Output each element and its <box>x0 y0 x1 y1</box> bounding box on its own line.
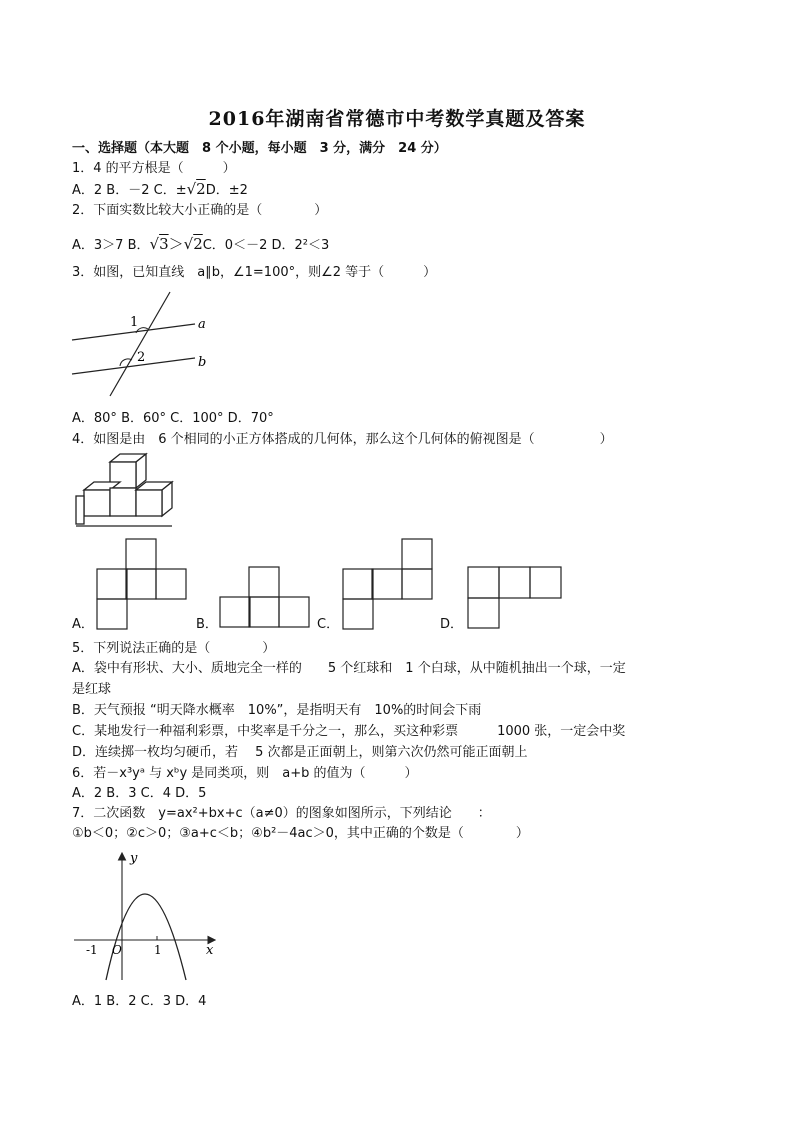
transversal <box>110 292 170 396</box>
q5-option-d: D．连续掷一枚均匀硬币，若 5 次都是正面朝上，则第六次仍然可能正面朝上 <box>72 745 528 760</box>
line-b <box>72 358 195 374</box>
q2-sqrt-b: 2 <box>193 235 203 253</box>
q5-option-c: C．某地发行一种福利彩票，中奖率是千分之一，那么，买这种彩票 1000 张，一定会中奖 <box>72 724 626 739</box>
neg-one-label: -1 <box>86 943 98 957</box>
origin-label: O <box>112 943 122 957</box>
q5-stem: 5．下列说法正确的是（ ） <box>72 641 276 656</box>
line-b-label: b <box>198 355 207 370</box>
q5-option-a-line2: 是红球 <box>72 682 112 697</box>
q2-sqrt-a: 3 <box>159 235 169 253</box>
parallel-lines-figure <box>70 288 220 400</box>
sqrt-symbol: √ <box>149 235 160 253</box>
x-axis-label: x <box>206 943 214 958</box>
angle-1-label: 1 <box>130 315 139 330</box>
q1-stem: 1．4 的平方根是（ ） <box>72 161 236 176</box>
angle-2-label: 2 <box>137 350 146 365</box>
q4-option-c-label: C． <box>317 617 340 632</box>
q2-options <box>72 236 329 254</box>
q6-options: A．2 B．3 C．4 D．5 <box>72 786 207 801</box>
q4-option-d-figure <box>467 566 563 630</box>
line-a-label: a <box>198 317 206 332</box>
q2-opt-a: A．3＞7 B． <box>72 238 150 253</box>
q4-option-d-label: D． <box>440 617 464 632</box>
parabola-figure <box>72 848 222 986</box>
q5-option-a-line1: A．袋中有形状、大小、质地完全一样的 5 个红球和 1 个白球，从中随机抽出一个球，一定 <box>72 661 626 676</box>
y-axis-label: y <box>130 851 138 866</box>
sqrt-symbol: √ <box>183 235 194 253</box>
q4-option-b-label: B． <box>196 617 218 632</box>
one-label: 1 <box>154 943 162 957</box>
q2-opt-rest: C．0＜－2 D．2²＜3 <box>202 238 330 253</box>
q7-options: A．1 B．2 C．3 D．4 <box>72 994 207 1009</box>
q2-stem: 2．下面实数比较大小正确的是（ ） <box>72 203 328 218</box>
page-title: 2016年湖南省常德市中考数学真题及答案 <box>208 108 586 130</box>
q4-option-c-figure <box>342 538 436 632</box>
q1-options-prefix: A．2 B．－2 C．± <box>72 183 187 198</box>
q3-options: A．80° B．60° C．100° D．70° <box>72 411 274 426</box>
cube-solid-figure <box>74 452 180 530</box>
q4-option-a-figure <box>96 538 190 632</box>
q4-option-a-label: A． <box>72 617 94 632</box>
q4-option-b-figure <box>219 566 313 630</box>
q6-stem: 6．若－x³yᵃ 与 xᵇy 是同类项，则 a+b 的值为（ ） <box>72 766 418 781</box>
q1-options <box>72 181 248 199</box>
section-heading: 一、选择题（本大题 8 个小题，每小题 3 分，满分 24 分） <box>72 141 447 156</box>
q2-relation: ＞ <box>168 235 184 253</box>
sqrt-symbol: √ <box>186 180 197 198</box>
q1-options-suffix: D．±2 <box>205 183 248 198</box>
q3-stem: 3．如图，已知直线 a∥b，∠1=100°，则∠2 等于（ ） <box>72 265 437 280</box>
q7-stem-conclusions: ①b＜0；②c＞0；③a+c＜b；④b²－4ac＞0，其中正确的个数是（ ） <box>72 826 529 841</box>
q4-stem: 4．如图是由 6 个相同的小正方体搭成的几何体，那么这个几何体的俯视图是（ ） <box>72 432 613 447</box>
q5-option-b: B．天气预报 “明天降水概率 10%”，是指明天有 10%的时间会下雨 <box>72 703 482 718</box>
q7-stem: 7．二次函数 y=ax²+bx+c（a≠0）的图象如图所示，下列结论 ： <box>72 806 491 821</box>
parabola-curve <box>106 894 186 980</box>
q1-sqrt-arg: 2 <box>196 180 206 198</box>
